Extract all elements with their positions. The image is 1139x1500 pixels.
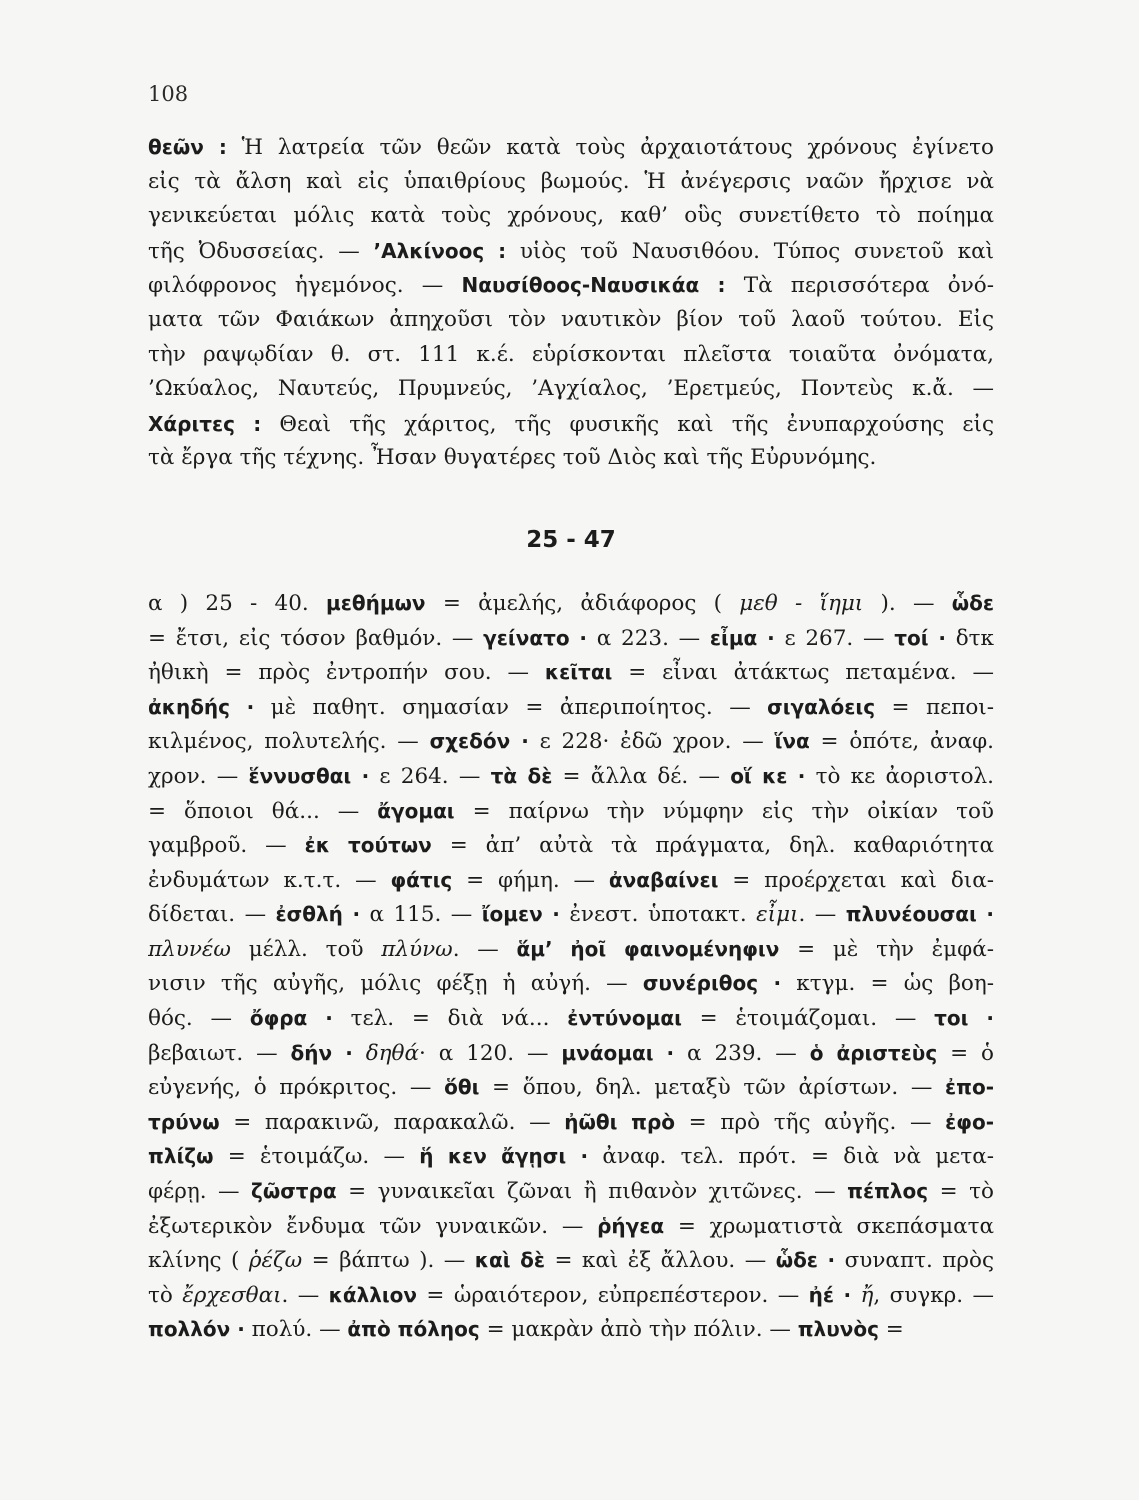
text-run: εἰς τὰ ἄλση καὶ εἰς ὑπαιθρίους βωμούς. Ἡ ἀνέγερσις ναῶν ἤρχισε νὰ xyxy=(148,168,994,194)
text-run: = ἄλλα δέ. — xyxy=(552,763,731,789)
text-run: = μακρὰν ἀπὸ τὴν πόλιν. — xyxy=(479,1317,798,1343)
commentary-line xyxy=(148,897,994,932)
text-run: α 115. — xyxy=(360,902,482,928)
text-run: = τὸ xyxy=(928,1179,994,1205)
text-run: μὲ παθητ. σημασίαν = ἀπεριποίητος. — xyxy=(254,694,768,720)
text-run: θός. — xyxy=(148,1006,250,1032)
text-run: ἐνδυμάτων κ.τ.τ. — xyxy=(148,867,391,893)
text-run: ματα τῶν Φαιάκων ἀπηχοῦσι τὸν ναυτικὸν βίον τοῦ λαοῦ τούτου. Εἰς xyxy=(148,306,994,332)
text-run: Τὰ περισσότερα ὀνό- xyxy=(725,273,994,299)
commentary-paragraph xyxy=(148,586,994,1347)
commentary-line xyxy=(148,1001,994,1036)
text-run: = πεποι- xyxy=(875,694,994,720)
intro-line xyxy=(148,338,994,373)
text-run: φιλόφρονος ἡγεμόνος. — xyxy=(148,273,462,299)
commentary-line xyxy=(148,1070,994,1105)
text-run: = ἑτοιμάζω. — xyxy=(213,1144,420,1170)
text-run: = ὁ xyxy=(937,1040,994,1066)
text-run: = ἔτσι, εἰς τόσον βαθμόν. — xyxy=(148,625,484,651)
commentary-line xyxy=(148,794,994,829)
headword: ἀκηδής · xyxy=(148,694,255,719)
headword: Ναυσίθοος-Ναυσικάα : xyxy=(461,273,726,298)
text-run: . — xyxy=(798,902,846,928)
headword: τὰ δὲ xyxy=(490,763,553,788)
text-run: πολύ. — xyxy=(244,1317,348,1343)
intro-line xyxy=(148,303,994,338)
headword: ἀναβαίνει xyxy=(608,867,719,892)
headword: δήν · xyxy=(290,1040,353,1065)
text-run: = μὲ τὴν ἐμφά- xyxy=(779,936,994,962)
headword: καὶ δὲ xyxy=(474,1248,545,1273)
headword: ἐπο- xyxy=(945,1075,994,1100)
headword: ἐσθλή · xyxy=(275,902,361,927)
intro-line xyxy=(148,234,994,269)
headword: εἶμα · xyxy=(709,625,775,650)
headword: ἕννυσθαι · xyxy=(248,763,370,788)
text-run: · α 120. — xyxy=(419,1040,562,1066)
text-run: = βάπτω ). — xyxy=(302,1248,475,1274)
headword: ὧδε xyxy=(951,590,994,615)
text-run: Θεαὶ τῆς χάριτος, τῆς φυσικῆς καὶ τῆς ἐνυπαρχούσης εἰς xyxy=(261,411,994,437)
headword: πολλόν · xyxy=(148,1317,245,1342)
text-run: α ) 25 - 40. xyxy=(148,590,326,616)
text-run: συναπτ. πρὸς xyxy=(835,1248,994,1274)
headword: ἠέ · xyxy=(808,1282,852,1307)
intro-line xyxy=(148,130,994,165)
text-run: δίδεται. — xyxy=(148,902,276,928)
headword: ἄγομαι xyxy=(377,798,455,823)
text-run: φέρῃ. — xyxy=(148,1179,252,1205)
headword: ὁ ἀριστεὺς xyxy=(809,1040,938,1065)
italic-text: εἶμι xyxy=(756,902,799,928)
text-run: υἱὸς τοῦ Ναυσιθόου. Τύπος συνετοῦ καὶ xyxy=(506,238,994,264)
headword: ἀπὸ πόληος xyxy=(347,1317,480,1342)
commentary-line xyxy=(148,828,994,863)
text-run: = ὡραιότερον, εὐπρεπέστερον. — xyxy=(417,1282,809,1308)
text-run: ἀναφ. τελ. πρότ. = διὰ νὰ μετα- xyxy=(588,1144,994,1170)
text-run: ἠθικὴ = πρὸς ἐντροπήν σου. — xyxy=(148,660,545,686)
commentary-line xyxy=(148,1209,994,1244)
italic-text: ἔρχεσθαι xyxy=(182,1282,282,1308)
text-run: δτκ xyxy=(945,625,994,651)
commentary-line xyxy=(148,621,994,656)
headword: πλίζω xyxy=(148,1144,214,1169)
text-run: νισιν τῆς αὐγῆς, μόλις φέξῃ ἡ αὐγή. — xyxy=(148,971,643,997)
italic-text: πλύνω xyxy=(381,936,453,962)
headword: ῥήγεα xyxy=(597,1213,665,1238)
headword: ὧδε · xyxy=(775,1248,836,1273)
commentary-line xyxy=(148,1278,994,1313)
headword: μεθήμων xyxy=(326,590,426,615)
text-run: ’Ωκύαλος, Ναυτεύς, Πρυμνεύς, ’Αγχίαλος, ’Ερετμεύς, Ποντεὺς κ.ἄ. — xyxy=(148,376,994,402)
headword: φάτις xyxy=(390,867,453,892)
text-run: κλίνης ( xyxy=(148,1248,249,1274)
text-run: = ὅποιοι θά... — xyxy=(148,798,378,824)
headword: ἅμ’ ἠοῖ φαινομένηφιν xyxy=(516,936,780,961)
intro-line xyxy=(148,441,994,476)
commentary-line xyxy=(148,655,994,690)
commentary-line xyxy=(148,1105,994,1140)
text-run: = ὅπου, δηλ. μεταξὺ τῶν ἀρίστων. — xyxy=(479,1075,945,1101)
text-run: = ἑτοιμάζομαι. — xyxy=(681,1006,935,1032)
text-run: ε 228· ἐδῶ χρον. — xyxy=(528,729,775,755)
text-run: κτγμ. = ὡς βοη- xyxy=(781,971,994,997)
headword: ὅθι xyxy=(444,1075,480,1100)
headword: ζῶστρα xyxy=(251,1179,337,1204)
text-run: ἐξωτερικὸν ἔνδυμα τῶν γυναικῶν. — xyxy=(148,1213,598,1239)
text-run: τὴν ραψῳδίαν θ. στ. 111 κ.έ. εὑρίσκονται πλεῖστα τοιαῦτα ὀνόματα, xyxy=(148,341,994,367)
headword: ἴομεν · xyxy=(481,902,560,927)
text-run: , συγκρ. — xyxy=(873,1282,994,1308)
text-run: τῆς Ὀδυσσείας. — xyxy=(148,238,374,264)
italic-text: ἤ xyxy=(860,1282,874,1308)
commentary-line xyxy=(148,1174,994,1209)
text-run: τὰ ἔργα τῆς τέχνης. Ἦσαν θυγατέρες τοῦ Διὸς καὶ τῆς Εὐρυνόμης. xyxy=(148,445,877,471)
commentary-line xyxy=(148,759,994,794)
text-run: α 223. — xyxy=(587,625,710,651)
text-run: χρον. — xyxy=(148,763,249,789)
text-run: = ἀπ’ αὐτὰ τὰ πράγματα, δηλ. καθαριότητα xyxy=(431,833,994,859)
intro-line xyxy=(148,199,994,234)
italic-text: δηθά xyxy=(365,1040,420,1066)
headword: σιγαλόεις xyxy=(767,694,876,719)
headword: κάλλιον xyxy=(328,1282,418,1307)
commentary-line xyxy=(148,1036,994,1071)
commentary-line xyxy=(148,1312,994,1347)
text-run: = προέρχεται καὶ δια- xyxy=(718,867,994,893)
commentary-line xyxy=(148,966,994,1001)
text-run: . — xyxy=(452,936,517,962)
text-run xyxy=(851,1283,860,1308)
commentary-line xyxy=(148,586,994,621)
headword: κεῖται xyxy=(544,660,613,685)
text-run: = καὶ ἐξ ἄλλου. — xyxy=(544,1248,776,1274)
headword: συνέριθος · xyxy=(642,971,782,996)
text-run: ). — xyxy=(863,590,952,616)
headword: ’Αλκίνοος : xyxy=(373,238,507,263)
headword: πλυνέουσαι · xyxy=(845,902,994,927)
text-run: = παίρνω τὴν νύμφην εἰς τὴν οἰκίαν τοῦ xyxy=(454,798,994,824)
headword: ἥ κεν ἄγῃσι · xyxy=(419,1144,589,1169)
text-run: γαμβροῦ. — xyxy=(148,833,305,859)
headword: γείνατο · xyxy=(483,625,588,650)
text-run: τὸ κε ἀοριστολ. xyxy=(805,763,994,789)
text-run: = πρὸ τῆς αὐγῆς. — xyxy=(675,1109,946,1135)
text-run: = χρωματιστὰ σκεπάσματα xyxy=(664,1213,994,1239)
text-run: κιλμένος, πολυτελής. — xyxy=(148,729,430,755)
headword: ἐντύνομαι xyxy=(567,1006,682,1031)
page-number: 108 xyxy=(148,82,189,106)
headword: πλυνὸς xyxy=(797,1317,879,1342)
headword: μνάομαι · xyxy=(561,1040,675,1065)
headword: πέπλος xyxy=(847,1179,929,1204)
text-run: εὐγενής, ὁ πρόκριτος. — xyxy=(148,1075,445,1101)
commentary-line xyxy=(148,932,994,967)
text-run: βεβαιωτ. — xyxy=(148,1040,291,1066)
headword: ἐκ τούτων xyxy=(304,833,432,858)
intro-line xyxy=(148,268,994,303)
text-run: = παρακινῶ, παρακαλῶ. — xyxy=(219,1109,565,1135)
text-run: = xyxy=(878,1317,904,1343)
text-run: Ἡ λατρεία τῶν θεῶν κατὰ τοὺς ἀρχαιοτάτους χρόνους ἐγίνετο xyxy=(226,135,994,160)
headword: ἠῶθι πρὸ xyxy=(564,1109,676,1134)
text-run: μέλλ. τοῦ xyxy=(230,936,382,962)
text-run: = εἶναι ἀτάκτως πεταμένα. — xyxy=(612,660,994,686)
intro-line xyxy=(148,372,994,407)
italic-text: πλυνέω xyxy=(148,936,231,962)
headword: τοι · xyxy=(934,1006,994,1031)
intro-line xyxy=(148,165,994,200)
text-run: = ὁπότε, ἀναφ. xyxy=(809,729,994,755)
intro-paragraph xyxy=(148,130,994,476)
section-heading: 25 - 47 xyxy=(526,526,616,553)
headword: οἵ κε · xyxy=(730,763,806,788)
commentary-line xyxy=(148,863,994,898)
italic-text: ῥέζω xyxy=(248,1248,303,1274)
text-run: τὸ xyxy=(148,1282,183,1308)
headword: τρύνω xyxy=(148,1109,220,1134)
text-run: α 239. — xyxy=(674,1040,810,1066)
headword: ὄφρα · xyxy=(249,1006,333,1031)
headword: ἵνα xyxy=(774,729,810,754)
text-run: ε 267. — xyxy=(774,625,895,651)
text-run: γενικεύεται μόλις κατὰ τοὺς χρόνους, καθ’ οὓς συνετίθετο τὸ ποίημα xyxy=(148,203,994,229)
headword: θεῶν : xyxy=(148,135,227,159)
commentary-line xyxy=(148,1243,994,1278)
text-run: = γυναικεῖαι ζῶναι ἢ πιθανὸν χιτῶνες. — xyxy=(336,1179,848,1205)
text-run: = φήμη. — xyxy=(452,867,609,893)
intro-line xyxy=(148,407,994,442)
text-run: ε 264. — xyxy=(369,763,491,789)
text-run: . — xyxy=(281,1282,329,1308)
commentary-line xyxy=(148,724,994,759)
headword: ἐφο- xyxy=(945,1109,994,1134)
headword: τοί · xyxy=(894,625,946,650)
text-run: τελ. = διὰ νά... xyxy=(332,1006,568,1032)
text-run: ἐνεστ. ὑποτακτ. xyxy=(559,902,757,928)
italic-text: μεθ - ἵημι xyxy=(739,590,864,616)
text-run xyxy=(353,1041,366,1066)
commentary-line xyxy=(148,690,994,725)
commentary-line xyxy=(148,1139,994,1174)
page-body xyxy=(148,130,994,1347)
text-run: = ἀμελής, ἀδιάφορος ( xyxy=(425,590,740,616)
headword: σχεδόν · xyxy=(429,729,529,754)
headword: Χάριτες : xyxy=(148,411,262,436)
